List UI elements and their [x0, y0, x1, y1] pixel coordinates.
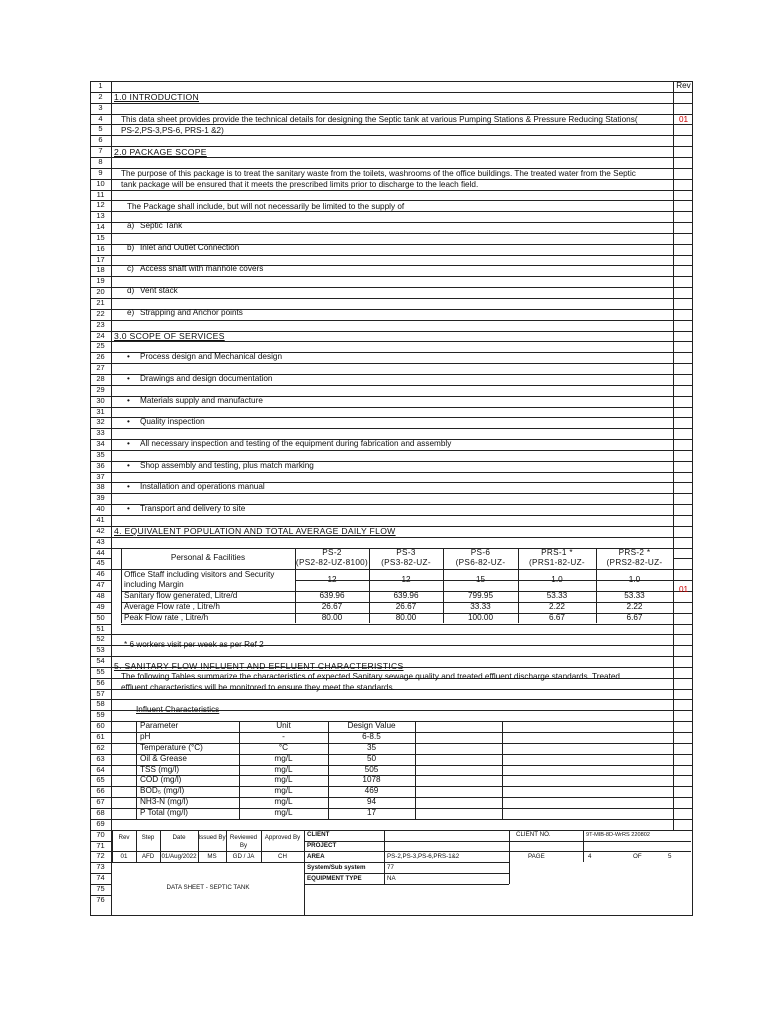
supply-intro: The Package shall include, but will not necessarily be limited to the supply of — [127, 202, 405, 211]
title-info-row-rule — [304, 884, 509, 885]
row-number: 22 — [96, 308, 105, 318]
service-item: Materials supply and manufacture — [140, 395, 263, 405]
population-cell: 1.0 — [551, 574, 563, 584]
area-label: AREA — [307, 852, 325, 860]
row-number: 66 — [96, 786, 105, 796]
row-line — [90, 287, 693, 288]
influent-unit: mg/L — [274, 753, 293, 763]
row-line — [90, 103, 693, 104]
row-number: 5 — [98, 124, 103, 134]
population-col-header: Personal & Facilities — [170, 552, 246, 562]
service-item: Transport and delivery to site — [140, 504, 246, 514]
population-rev-mark: 01 — [678, 585, 689, 594]
influent-value: 505 — [364, 764, 379, 774]
data-sheet — [90, 81, 693, 916]
title-info-rule — [509, 830, 510, 884]
row-number-divider — [111, 81, 112, 916]
row-number: 70 — [96, 829, 105, 839]
package-scope-text-line2: tank package will be ensured that it meets the prescribed limits prior to discharge to the leach field. — [121, 180, 479, 189]
title-info-row-rule — [304, 841, 691, 842]
page-value: 4 — [588, 852, 592, 860]
row-number: 43 — [96, 536, 105, 546]
influent-value: 94 — [366, 797, 377, 807]
area-value: PS-2,PS-3,PS-6,PRS-1&2 — [387, 852, 460, 860]
package-item-letter: e) — [127, 307, 135, 317]
bullet-icon: • — [127, 417, 130, 427]
title-header: Approved By — [264, 833, 301, 841]
package-item-letter: d) — [127, 286, 135, 296]
population-cell: 26.67 — [395, 601, 417, 611]
row-number: 14 — [96, 222, 105, 232]
population-cell: 2.22 — [549, 601, 565, 611]
influent-value: 35 — [366, 742, 377, 752]
population-cell: 799.95 — [467, 590, 494, 600]
row-number: 21 — [96, 298, 105, 307]
row-number: 1 — [98, 81, 103, 90]
bullet-icon: • — [127, 352, 130, 362]
influent-unit: mg/L — [274, 775, 293, 785]
title-header: Step — [141, 833, 155, 841]
sanitary-text-line2: effluent characteristics will be monitored to ensure they meet the standards. — [121, 683, 395, 692]
row-number: 63 — [96, 753, 105, 763]
row-number: 20 — [96, 287, 105, 297]
influent-unit: mg/L — [274, 786, 293, 796]
influent-parameter: TSS (mg/l) — [140, 764, 180, 774]
row-number: 36 — [96, 460, 105, 470]
row-number: 26 — [96, 352, 105, 362]
equipment-value: NA — [387, 874, 396, 882]
row-number: 31 — [96, 406, 105, 416]
row-line — [90, 634, 693, 635]
row-number: 45 — [96, 558, 105, 568]
row-number: 37 — [96, 471, 105, 481]
row-number: 44 — [96, 547, 105, 557]
intro-heading: 1.0 INTRODUCTION — [114, 92, 200, 102]
title-header: Rev — [118, 833, 130, 841]
row-number: 76 — [96, 894, 105, 904]
influent-parameter: pH — [140, 732, 151, 741]
row-number: 9 — [98, 167, 103, 177]
rev-column-divider — [673, 81, 674, 838]
influent-value: 17 — [366, 807, 377, 817]
influent-value: 6-8.5 — [362, 732, 381, 741]
station-name: PS-6 — [470, 547, 491, 557]
package-item-text: Septic Tank — [140, 221, 183, 231]
row-number: 19 — [96, 276, 105, 286]
row-number: 59 — [96, 710, 105, 720]
intro-rev-mark: 01 — [678, 115, 689, 124]
row-number: 52 — [96, 634, 105, 644]
row-number: 32 — [96, 417, 105, 427]
station-name: PS-2 — [322, 547, 342, 557]
row-number: 60 — [96, 721, 105, 731]
service-item: Quality inspection — [140, 417, 205, 427]
row-number: 18 — [96, 265, 105, 275]
service-item: Drawings and design documentation — [140, 373, 273, 383]
row-line — [90, 233, 693, 234]
row-number: 23 — [96, 319, 105, 329]
row-line — [90, 493, 693, 494]
row-line — [90, 515, 693, 516]
influent-parameter: Oil & Grease — [140, 753, 187, 763]
row-number: 62 — [96, 742, 105, 752]
row-number: 61 — [96, 732, 105, 741]
population-cell: 15 — [475, 574, 486, 584]
title-value: GD / JA — [232, 853, 255, 861]
row-number: 72 — [96, 851, 105, 861]
document-title: DATA SHEET - SEPTIC TANK — [166, 883, 250, 891]
row-line — [90, 320, 693, 321]
of-value: 5 — [668, 852, 672, 860]
row-line — [90, 472, 693, 473]
row-line — [90, 298, 693, 299]
intro-text-line2: PS-2,PS-3,PS-6, PRS-1 &2) — [121, 126, 224, 135]
row-number: 46 — [96, 569, 105, 579]
row-number: 13 — [96, 211, 105, 221]
influent-unit: mg/L — [274, 807, 293, 817]
row-number: 41 — [96, 515, 105, 524]
population-footnote: * 6 workers visit per week as per Ref 2 — [124, 640, 264, 649]
influent-unit: mg/L — [274, 797, 293, 807]
row-number: 39 — [96, 493, 105, 503]
package-item-letter: b) — [127, 242, 135, 252]
service-item: Installation and operations manual — [140, 482, 265, 492]
row-number: 38 — [96, 482, 105, 492]
row-number: 71 — [96, 840, 105, 850]
station-tag: (PS3-82-UZ- — [381, 558, 431, 568]
title-info-rule — [583, 851, 584, 862]
row-number: 42 — [96, 525, 105, 535]
row-number: 3 — [98, 102, 103, 112]
row-line — [90, 819, 693, 820]
population-row-label: Office Staff including visitors and Security including Margin — [124, 569, 275, 590]
title-row-rule — [112, 851, 304, 852]
rev-header: Rev — [676, 81, 691, 90]
population-cell: 100.00 — [467, 612, 494, 622]
row-number: 73 — [96, 862, 105, 872]
influent-parameter: NH3-N (mg/l) — [140, 797, 189, 807]
population-cell: 26.67 — [321, 601, 343, 611]
package-item-text: Inlet and Outlet Connection — [140, 242, 240, 252]
row-number: 67 — [96, 797, 105, 807]
row-number: 25 — [96, 341, 105, 351]
influent-header-unit: Unit — [276, 721, 291, 731]
influent-header-parameter: Parameter — [140, 721, 179, 731]
intro-text-line1: This data sheet provides provide the technical details for designing the Septic tank at various Pumping Stations & Pressure Reducing Stations( — [121, 115, 638, 124]
client-label: CLIENT — [307, 831, 330, 839]
row-number: 16 — [96, 243, 105, 253]
row-line — [90, 428, 693, 429]
bullet-icon: • — [127, 439, 130, 449]
row-number: 33 — [96, 428, 105, 438]
row-number: 12 — [96, 200, 105, 210]
row-number: 48 — [96, 590, 105, 600]
row-number: 54 — [96, 656, 105, 666]
title-header: Date — [172, 833, 186, 841]
package-scope-text-line1: The purpose of this package is to treat the sanitary waste from the toilets, washrooms of the office buildings. The treated water from the Septic — [121, 169, 636, 178]
row-number: 4 — [98, 113, 103, 123]
service-item: All necessary inspection and testing of the equipment during fabrication and assembly — [140, 439, 452, 449]
row-number: 8 — [98, 156, 103, 166]
population-bottom-rule — [121, 624, 673, 625]
population-row-label: Peak Flow rate , Litre/h — [124, 612, 209, 622]
population-cell: 53.33 — [546, 590, 568, 600]
row-number: 55 — [96, 666, 105, 676]
of-label: OF — [633, 852, 642, 860]
population-cell: 6.67 — [626, 612, 643, 622]
system-label: System/Sub system — [307, 863, 366, 871]
row-line — [90, 385, 693, 386]
influent-col-rule — [415, 721, 416, 819]
system-value: 77 — [387, 863, 394, 871]
population-cell: 639.96 — [319, 590, 345, 600]
population-cell: 53.33 — [624, 590, 645, 600]
station-name: PS-3 — [396, 547, 416, 557]
service-item: Process design and Mechanical design — [140, 352, 283, 362]
row-number: 10 — [96, 178, 105, 188]
scope-services-heading: 3.0 SCOPE OF SERVICES — [114, 331, 225, 341]
row-number: 7 — [98, 146, 103, 156]
bullet-icon: • — [127, 395, 130, 405]
title-header: Issued By — [198, 833, 226, 841]
row-number: 29 — [96, 384, 105, 394]
population-cell: 80.00 — [321, 612, 343, 622]
row-number: 47 — [96, 580, 105, 590]
population-cell: 80.00 — [395, 612, 417, 622]
bullet-icon: • — [127, 460, 130, 470]
influent-col-rule — [136, 721, 137, 819]
title-row-rule — [112, 862, 304, 863]
title-value: CH — [278, 853, 287, 861]
influent-value: 1078 — [362, 775, 381, 785]
row-line — [90, 656, 693, 657]
row-number: 58 — [96, 699, 105, 709]
row-number: 53 — [96, 645, 105, 655]
population-cell: 639.96 — [393, 590, 419, 600]
row-number: 35 — [96, 449, 105, 459]
row-line — [90, 407, 693, 408]
project-label: PROJECT — [307, 842, 337, 849]
service-item: Shop assembly and testing, plus match marking — [140, 460, 314, 470]
row-number: 2 — [98, 91, 103, 101]
influent-parameter: P Total (mg/l) — [140, 807, 188, 817]
population-cell: 12 — [327, 574, 337, 584]
client-no-value: 9T-MIB-8D-WrRS 220802 — [586, 832, 650, 839]
row-number: 69 — [96, 818, 105, 828]
title-value: 01/Aug/2022 — [161, 853, 197, 861]
row-number: 40 — [96, 504, 105, 514]
influent-unit: - — [282, 732, 285, 741]
bullet-icon: • — [127, 504, 130, 514]
row-line — [90, 450, 693, 451]
row-number: 68 — [96, 807, 105, 817]
package-item-letter: c) — [127, 264, 134, 274]
title-value: 01 — [120, 853, 128, 861]
equipment-label: EQUIPMENT TYPE — [307, 874, 362, 882]
page-label: PAGE — [528, 852, 545, 860]
population-cell: 2.22 — [626, 601, 643, 611]
influent-value: 469 — [364, 786, 379, 796]
row-number: 6 — [98, 135, 103, 145]
title-header: Reviewed By — [229, 833, 258, 849]
row-number: 28 — [96, 373, 105, 383]
package-item-text: Vent stack — [140, 286, 178, 296]
package-item-text: Strapping and Anchor points — [140, 307, 243, 317]
station-name: PRS-2 * — [618, 547, 651, 557]
title-value: MS — [207, 853, 217, 861]
package-scope-heading: 2.0 PACKAGE SCOPE — [114, 147, 207, 157]
influent-heading: Influent Characteristics — [136, 705, 220, 714]
influent-col-rule — [502, 721, 503, 819]
row-line — [90, 363, 693, 364]
population-cell: 12 — [401, 574, 411, 584]
population-row-label: Sanitary flow generated, Litre/d — [124, 590, 238, 600]
row-number: 17 — [96, 254, 105, 264]
station-tag: (PRS2-82-UZ- — [606, 558, 663, 568]
station-tag: (PRS1-82-UZ- — [529, 558, 585, 568]
population-cell: 1.0 — [628, 574, 641, 584]
influent-value: 50 — [366, 753, 377, 763]
row-number: 27 — [96, 363, 105, 373]
row-number: 15 — [96, 232, 105, 242]
station-tag: (PS6-82-UZ- — [455, 558, 506, 568]
sanitary-text-line1: The following Tables summarize the characteristics of expected Sanitary sewage quality and treated effluent discharge standards. Treated — [121, 672, 620, 681]
title-value: AFD — [141, 853, 155, 861]
client-no-label: CLIENT NO. — [516, 831, 551, 839]
package-item-letter: a) — [127, 221, 135, 231]
bullet-icon: • — [127, 373, 130, 383]
row-number: 75 — [96, 883, 105, 893]
row-number: 56 — [96, 677, 105, 687]
influent-unit: mg/L — [274, 764, 293, 774]
influent-header-design: Design Value — [347, 721, 396, 731]
row-number: 57 — [96, 688, 105, 698]
row-number: 34 — [96, 439, 105, 449]
row-number: 49 — [96, 601, 105, 611]
package-item-text: Access shaft with manhole covers — [140, 264, 264, 274]
population-heading: 4. EQUIVALENT POPULATION AND TOTAL AVERAGE DAILY FLOW — [114, 526, 396, 536]
title-info-rule — [384, 830, 385, 884]
row-number: 74 — [96, 873, 105, 883]
influent-parameter: Temperature (°C) — [140, 742, 203, 752]
row-number: 50 — [96, 612, 105, 622]
station-name: PRS-1 * — [541, 547, 573, 557]
influent-parameter: BOD₅ (mg/l) — [140, 786, 185, 796]
station-tag: (PS2-82-UZ-8100) — [295, 558, 369, 568]
bullet-icon: • — [127, 482, 130, 492]
population-row-label: Average Flow rate , Litre/h — [124, 601, 220, 611]
population-cell: 6.67 — [549, 612, 565, 622]
row-line — [90, 699, 693, 700]
row-number: 64 — [96, 764, 105, 774]
row-number: 65 — [96, 775, 105, 785]
sanitary-heading: 5. SANITARY FLOW INFLUENT AND EFFLUENT CHARACTERISTICS — [114, 661, 404, 671]
row-number: 11 — [96, 189, 105, 199]
population-cell: 33.33 — [470, 601, 491, 611]
row-line — [90, 255, 693, 256]
row-number: 51 — [96, 623, 105, 633]
row-number: 24 — [96, 330, 105, 340]
row-line — [90, 276, 693, 277]
influent-parameter: COD (mg/l) — [140, 775, 182, 785]
row-line — [90, 537, 693, 538]
influent-unit: °C — [278, 742, 289, 752]
row-number: 30 — [96, 395, 105, 405]
